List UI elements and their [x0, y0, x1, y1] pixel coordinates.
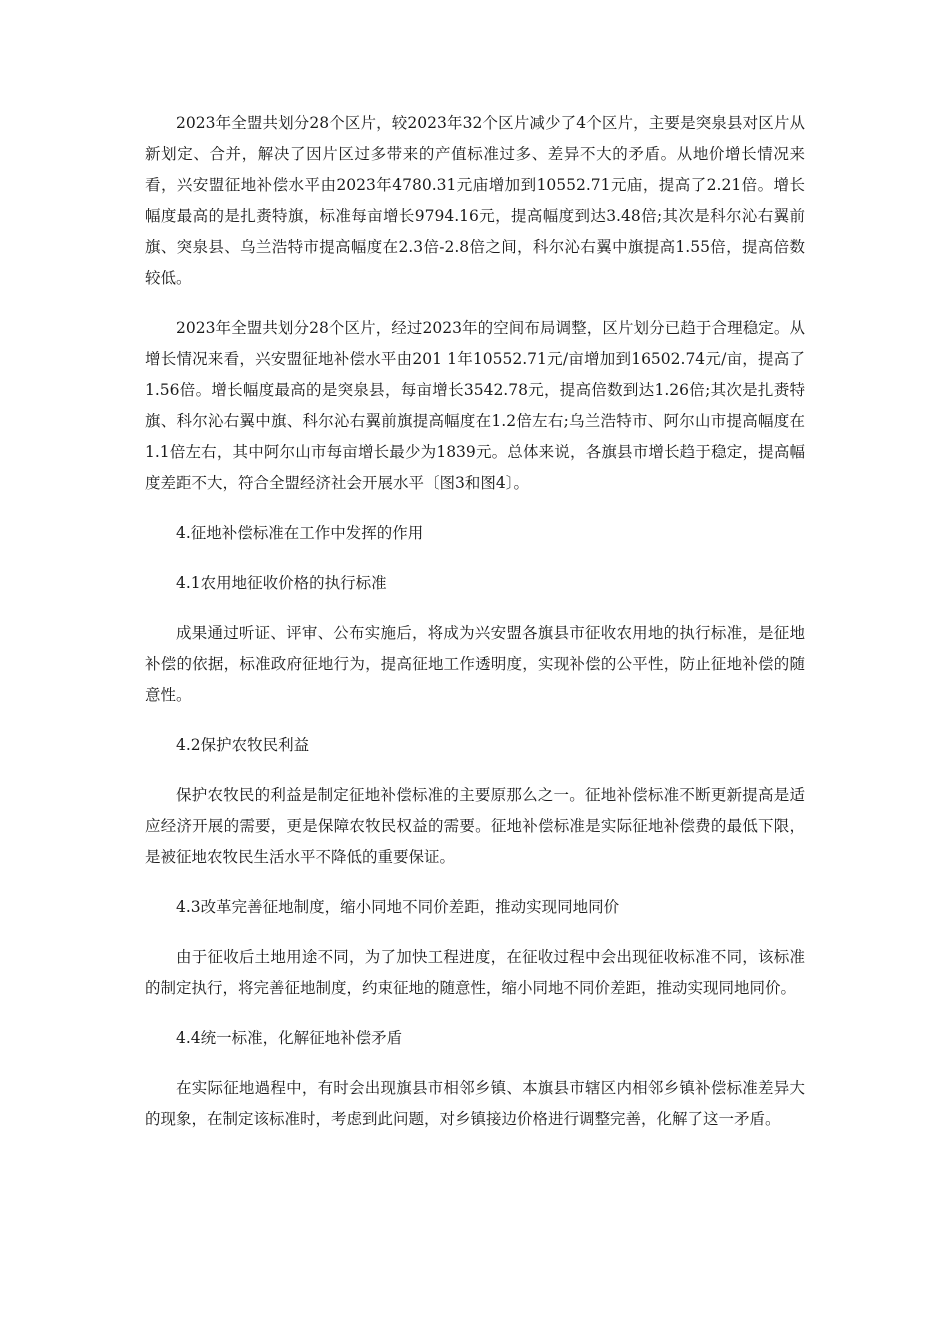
subsection-heading-4-3: 4.3改革完善征地制度，缩小同地不同价差距，推动实现同地同价 [176, 898, 620, 916]
paragraph-4-2: 保护农牧民的利益是制定征地补偿标准的主要原那么之一。征地补偿标准不断更新提高是适应经济开展的需要，更是保障农牧民权益的需要。征地补偿标准是实际征地补偿费的最低下限，是被征地农牧民生活水平不降低的重要保证。 [145, 786, 805, 866]
paragraph-zoning-2023-first: 2023年全盟共划分28个区片，较2023年32个区片减少了4个区片，主要是突泉县对区片从新划定、合并，解决了因片区过多带来的产值标准过多、差异不大的矛盾。从地价增长情况来看，兴安盟征地补偿水平由2023年4780.31元庙增加到10552.71元庙，提高了2.21倍。增长幅度最高的是扎赉特旗，标准每亩增长9794.16元，提高幅度到达3.48倍;其次是科尔沁右翼前旗、突泉县、乌兰浩特市提高幅度在2.3倍-2.8倍之间，科尔沁右翼中旗提高1.55倍，提高倍数较低。 [145, 114, 805, 287]
section-heading-4: 4.征地补偿标准在工作中发挥的作用 [176, 524, 424, 542]
paragraph-zoning-2023-second: 2023年全盟共划分28个区片，经过2023年的空间布局调整，区片划分已趋于合理稳定。从增长情况来看，兴安盟征地补偿水平由201 1年10552.71元/亩增加到16502.74元/亩，提高了1.56倍。增长幅度最高的是突泉县，每亩增长3542.78元，提高倍数到达1.26倍;其次是扎赉特旗、科尔沁右翼中旗、科尔沁右翼前旗提高幅度在1.2倍左右;乌兰浩特市、阿尔山市提高幅度在1.1倍左右，其中阿尔山市每亩增长最少为1839元。总体来说，各旗县市增长趋于稳定，提高幅度差距不大，符合全盟经济社会开展水平〔图3和图4〕。 [145, 319, 805, 492]
paragraph-4-4: 在实际征地過程中，有时会出现旗县市相邻乡镇、本旗县市辖区内相邻乡镇补偿标准差异大的现象，在制定该标准时，考虑到此问题，对乡镇接边价格进行调整完善，化解了这一矛盾。 [145, 1079, 805, 1128]
subsection-heading-4-4: 4.4统一标准，化解征地补偿矛盾 [176, 1029, 403, 1047]
subsection-heading-4-1: 4.1农用地征收价格的执行标准 [176, 574, 387, 592]
paragraph-4-1: 成果通过听证、评审、公布实施后，将成为兴安盟各旗县市征收农用地的执行标准，是征地补偿的依据，标准政府征地行为，提高征地工作透明度，实现补偿的公平性，防止征地补偿的随意性。 [145, 624, 805, 704]
paragraph-4-3: 由于征收后土地用途不同，为了加快工程进度，在征收过程中会出现征收标准不同，该标准的制定执行，将完善征地制度，约束征地的随意性，缩小同地不同价差距，推动实现同地同价。 [145, 948, 805, 997]
subsection-heading-4-2: 4.2保护农牧民利益 [176, 736, 310, 754]
document-page [145, 108, 805, 1154]
